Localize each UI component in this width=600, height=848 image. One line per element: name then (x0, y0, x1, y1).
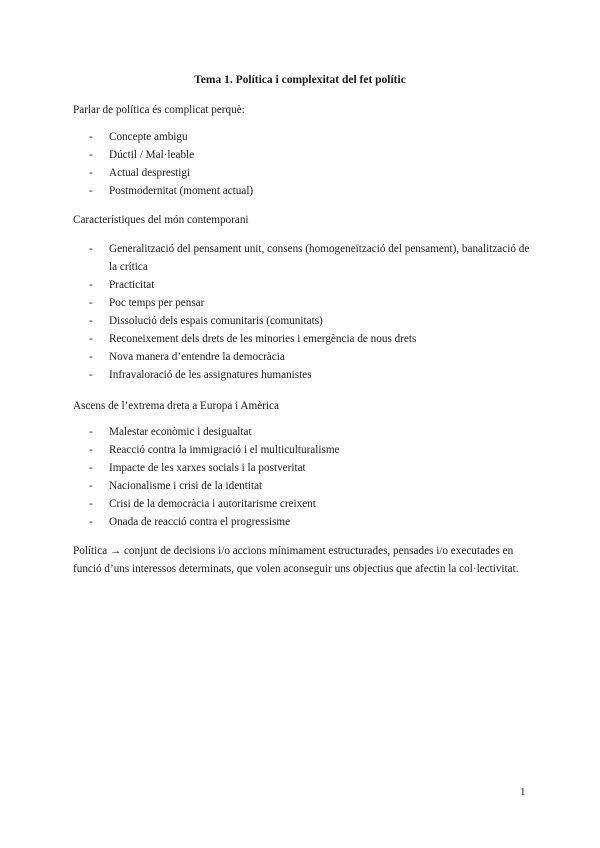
list-item: - Poc temps per pensar (89, 297, 205, 309)
list-item: - Onada de reacció contra el progressisme (89, 516, 291, 528)
list-item: - Nacionalisme i crisi de la identitat (89, 480, 263, 492)
list-item: - Reacció contra la immigració i el multiculturalisme (89, 444, 340, 456)
list-far-right (73, 423, 533, 531)
list-item: - Generalització del pensament unit, consens (homogeneïtzació del pensament), banalització de la crítica (89, 243, 530, 273)
list-item: - Dissolució dels espais comunitaris (comunitats) (89, 315, 323, 327)
list-complexity (73, 128, 533, 200)
page-title: Tema 1. Política i complexitat del fet polític (194, 74, 406, 86)
section-heading-far-right: Ascens de l’extrema dreta a Europa i Amèrica (73, 400, 279, 412)
list-item: - Concepte ambigu (89, 131, 188, 143)
list-item: - Postmodernitat (moment actual) (89, 185, 254, 197)
list-item: - Dúctil / Mal·leable (89, 149, 195, 161)
list-item: - Reconeixement dels drets de les minories i emergència de nous drets (89, 333, 417, 345)
list-item: - Malestar econòmic i desigualtat (89, 426, 252, 438)
definition-paragraph: Política → conjunt de decisions i/o accions mínimament estructurades, pensades i/o executades en funció d’uns interessos determinats, que volen aconseguir uns objectius que afectin la col·lectivitat. (73, 545, 519, 575)
section-heading-complexity: Parlar de política és complicat perquè: (73, 104, 245, 116)
page-number: 1 (520, 786, 526, 798)
list-item: - Nova manera d’entendre la democràcia (89, 351, 285, 363)
list-item: - Practicitat (89, 279, 155, 291)
list-contemporary (73, 240, 533, 384)
list-item: - Infravaloració de les assignatures humanistes (89, 369, 312, 381)
section-heading-contemporary: Característiques del món contemporani (73, 214, 249, 226)
list-item: - Impacte de les xarxes socials i la postveritat (89, 462, 306, 474)
list-item: - Actual desprestigi (89, 167, 191, 179)
list-item: - Crisi de la democràcia i autoritarisme creixent (89, 498, 316, 510)
